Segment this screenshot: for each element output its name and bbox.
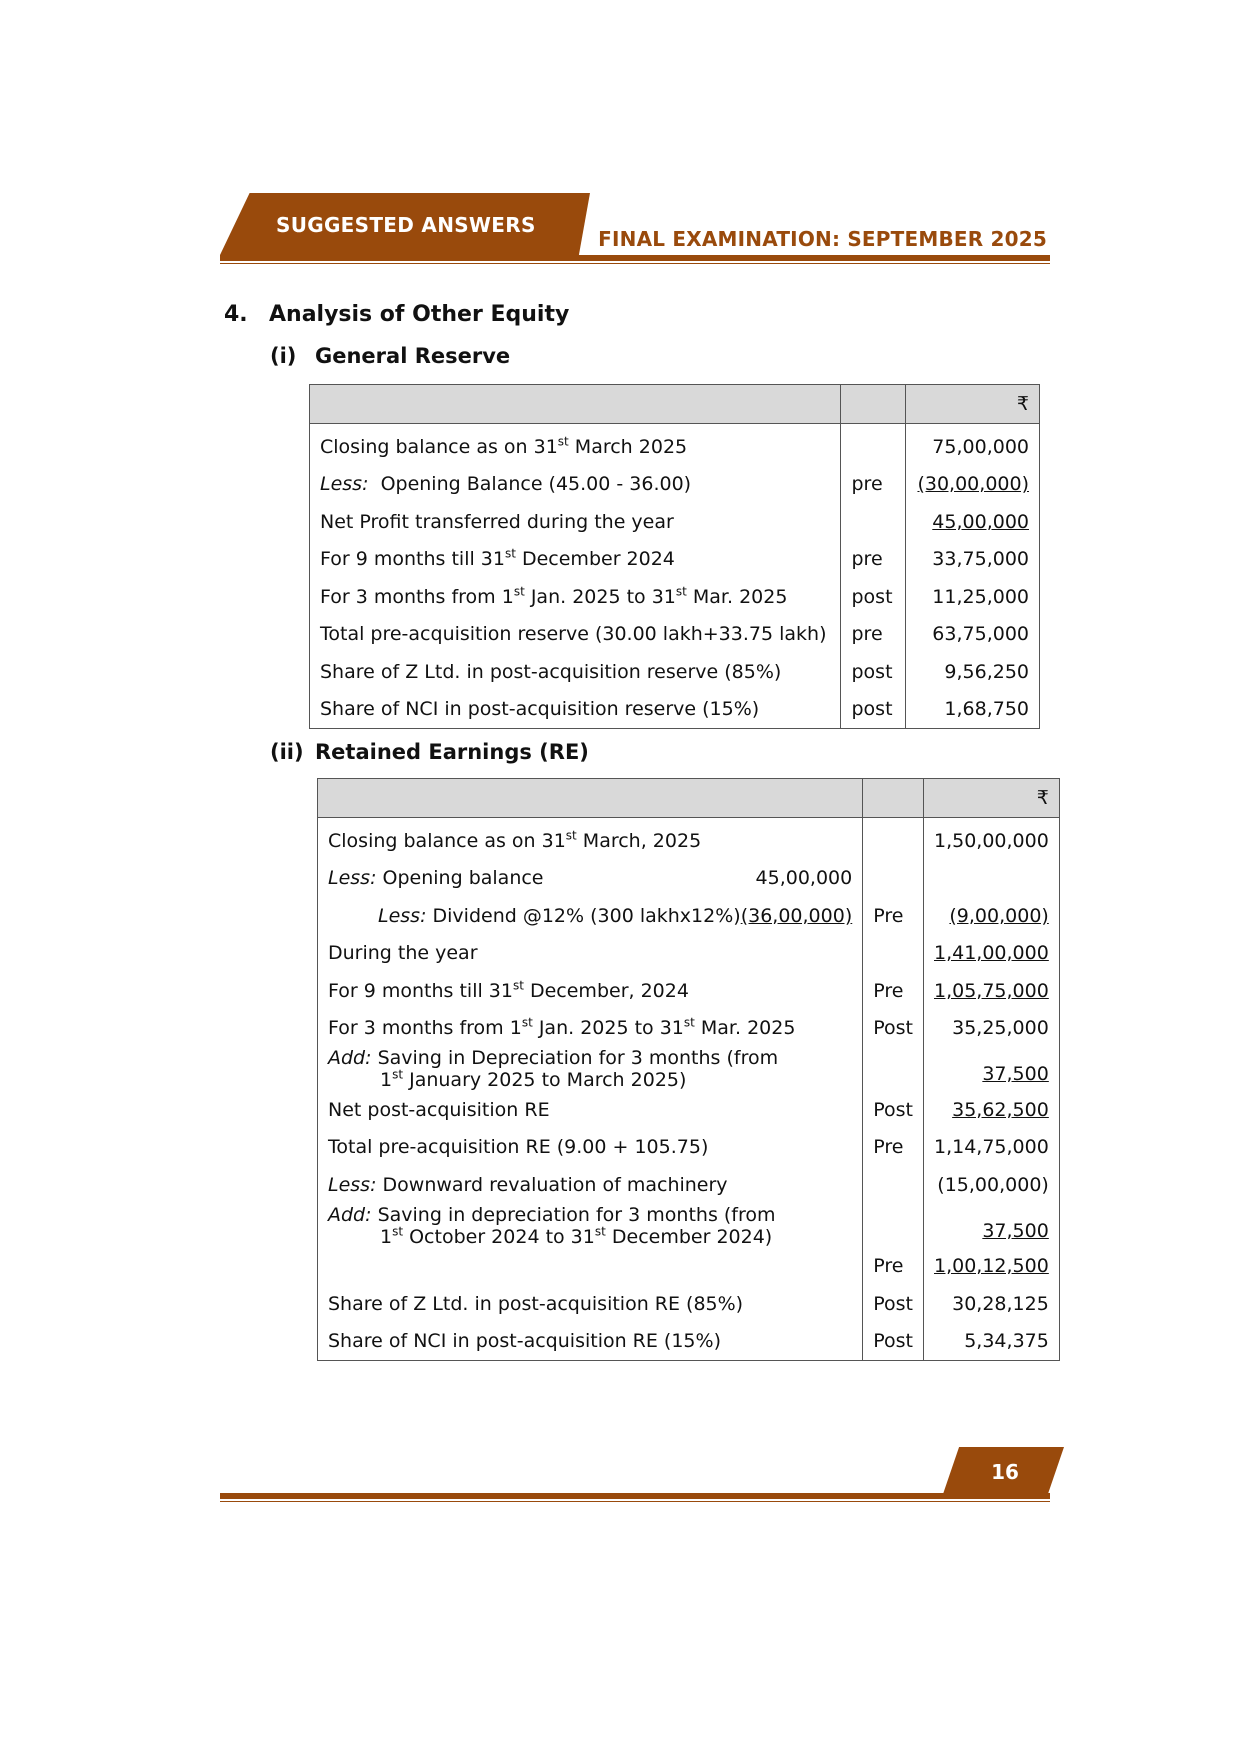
row-tag: Post [863, 1010, 924, 1048]
row-tag [863, 1166, 924, 1204]
row-label: For 3 months from 1st Jan. 2025 to 31st Mar. 2025 [318, 1010, 863, 1048]
row-amount: 63,75,000 [906, 616, 1040, 654]
table-row [318, 1323, 1060, 1361]
row-label: Add: Saving in Depreciation for 3 months (from 1st January 2025 to March 2025) [318, 1047, 863, 1091]
subsection-number: (i) [270, 344, 297, 368]
retained-earnings-table [317, 778, 1060, 1361]
row-label: Share of Z Ltd. in post-acquisition RE (85%) [318, 1285, 863, 1323]
row-amount: (15,00,000) [924, 1166, 1060, 1204]
currency-symbol: ₹ [924, 779, 1060, 818]
row-tag [863, 935, 924, 973]
table-header-row [310, 385, 1040, 424]
table-row [310, 466, 1040, 504]
table-row [318, 1047, 1060, 1091]
row-label: Net post-acquisition RE [318, 1091, 863, 1129]
row-amount [924, 860, 1060, 898]
row-tag [863, 818, 924, 860]
table-row [318, 1166, 1060, 1204]
row-amount: 30,28,125 [924, 1285, 1060, 1323]
row-amount: 1,50,00,000 [924, 818, 1060, 860]
row-amount: 35,25,000 [924, 1010, 1060, 1048]
row-tag: Pre [863, 972, 924, 1010]
row-tag: pre [841, 616, 906, 654]
row-amount: 35,62,500 [924, 1091, 1060, 1129]
row-label: For 9 months till 31st December 2024 [310, 541, 841, 579]
exam-title: FINAL EXAMINATION: SEPTEMBER 2025 [598, 227, 1047, 251]
table-row [310, 691, 1040, 729]
inner-amount: (36,00,000) [740, 904, 853, 927]
row-label: Total pre-acquisition reserve (30.00 lakh+33.75 lakh) [310, 616, 841, 654]
table-row [318, 1248, 1060, 1286]
section-title: Analysis of Other Equity [269, 302, 570, 327]
row-tag [841, 424, 906, 466]
row-tag [863, 1204, 924, 1248]
currency-symbol: ₹ [906, 385, 1040, 424]
row-label: For 3 months from 1st Jan. 2025 to 31st Mar. 2025 [310, 578, 841, 616]
header-cell-label [310, 385, 841, 424]
header-cell-tag [863, 779, 924, 818]
row-label: Share of NCI in post-acquisition reserve (15%) [310, 691, 841, 729]
row-amount: 1,14,75,000 [924, 1129, 1060, 1167]
table-row [310, 541, 1040, 579]
row-amount: 37,500 [924, 1047, 1060, 1091]
subsection-title: Retained Earnings (RE) [315, 740, 589, 764]
row-tag: Post [863, 1091, 924, 1129]
row-label [318, 1248, 863, 1286]
row-amount: 45,00,000 [906, 503, 1040, 541]
header-tab-label: SUGGESTED ANSWERS [276, 213, 536, 237]
row-tag: Pre [863, 1248, 924, 1286]
row-amount: 1,00,12,500 [924, 1248, 1060, 1286]
row-tag: pre [841, 466, 906, 504]
row-tag: Post [863, 1323, 924, 1361]
table-row [318, 1204, 1060, 1248]
table-row [318, 1285, 1060, 1323]
inner-amount: 45,00,000 [755, 867, 853, 890]
row-tag: pre [841, 541, 906, 579]
header-rule-thin [220, 263, 1050, 264]
section-number: 4. [224, 302, 248, 327]
footer-rule [220, 1493, 1050, 1499]
row-tag: Pre [863, 897, 924, 935]
table-row [318, 818, 1060, 860]
row-amount: 75,00,000 [906, 424, 1040, 466]
row-amount: 1,41,00,000 [924, 935, 1060, 973]
row-tag [863, 1047, 924, 1091]
header-rule [220, 255, 1050, 261]
row-tag: post [841, 691, 906, 729]
row-amount: 37,500 [924, 1204, 1060, 1248]
table-row [318, 1129, 1060, 1167]
row-label: During the year [318, 935, 863, 973]
row-label: Less: Downward revaluation of machinery [318, 1166, 863, 1204]
table-row [318, 860, 1060, 898]
row-label: Add: Saving in depreciation for 3 months (from 1st October 2024 to 31st December 2024) [318, 1204, 863, 1248]
row-tag [863, 860, 924, 898]
page-number: 16 [991, 1460, 1019, 1484]
row-label: Less: Opening Balance (45.00 - 36.00) [310, 466, 841, 504]
row-tag: Post [863, 1285, 924, 1323]
row-amount: 11,25,000 [906, 578, 1040, 616]
row-label: Less: Opening balance 45,00,000 [318, 860, 863, 898]
footer-rule-thin [220, 1501, 1050, 1502]
row-label: Share of NCI in post-acquisition RE (15%) [318, 1323, 863, 1361]
row-amount: 1,68,750 [906, 691, 1040, 729]
table-row [310, 578, 1040, 616]
general-reserve-heading [270, 344, 510, 368]
row-amount: (30,00,000) [906, 466, 1040, 504]
table-row [318, 1091, 1060, 1129]
row-amount: 5,34,375 [924, 1323, 1060, 1361]
retained-earnings-heading [270, 740, 589, 764]
row-label: Less: Dividend @12% (300 lakhx12%) (36,00,000) [318, 897, 863, 935]
table-row [310, 616, 1040, 654]
table-row [318, 972, 1060, 1010]
row-label: For 9 months till 31st December, 2024 [318, 972, 863, 1010]
row-amount: 9,56,250 [906, 653, 1040, 691]
header-cell-tag [841, 385, 906, 424]
table-row [318, 897, 1060, 935]
table-row [310, 424, 1040, 466]
subsection-number: (ii) [270, 740, 304, 764]
table-row [318, 1010, 1060, 1048]
subsection-title: General Reserve [315, 344, 511, 368]
row-label: Closing balance as on 31st March, 2025 [318, 818, 863, 860]
row-amount: 33,75,000 [906, 541, 1040, 579]
header-cell-label [318, 779, 863, 818]
row-label: Share of Z Ltd. in post-acquisition reserve (85%) [310, 653, 841, 691]
table-row [310, 503, 1040, 541]
row-amount: 1,05,75,000 [924, 972, 1060, 1010]
row-tag: post [841, 578, 906, 616]
row-tag [841, 503, 906, 541]
row-label: Closing balance as on 31st March 2025 [310, 424, 841, 466]
table-header-row [318, 779, 1060, 818]
row-amount: (9,00,000) [924, 897, 1060, 935]
general-reserve-table [309, 384, 1040, 729]
row-tag: post [841, 653, 906, 691]
table-row [318, 935, 1060, 973]
section-heading [224, 302, 569, 327]
table-row [310, 653, 1040, 691]
row-label: Net Profit transferred during the year [310, 503, 841, 541]
row-label: Total pre-acquisition RE (9.00 + 105.75) [318, 1129, 863, 1167]
row-tag: Pre [863, 1129, 924, 1167]
